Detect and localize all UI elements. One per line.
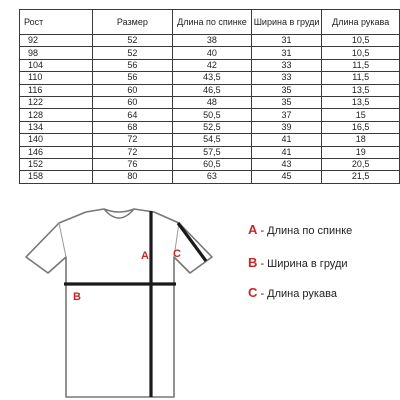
cell-height: 104 [20,59,93,71]
cell-size: 72 [92,146,173,158]
cell-back-length: 42 [173,59,252,71]
table-row [20,96,400,108]
cell-height: 98 [20,47,93,59]
table-row [20,158,400,170]
cell-height: 128 [20,109,93,121]
table-row [20,59,400,71]
cell-chest-width: 31 [251,47,322,59]
legend-text: - Ширина в груди [257,258,348,270]
header-chest-width: Ширина в груди [251,10,322,35]
cell-size: 60 [92,96,173,108]
cell-sleeve-length: 10,5 [322,47,400,59]
cell-back-length: 57,5 [173,146,252,158]
cell-back-length: 54,5 [173,134,252,146]
cell-height: 158 [20,171,93,183]
label-c: C [173,248,181,260]
cell-sleeve-length: 13,5 [322,96,400,108]
cell-back-length: 43,5 [173,72,252,84]
legend-text: - Длина по спинке [257,225,353,237]
cell-height: 116 [20,84,93,96]
left-sleeve-seam [59,223,66,257]
cell-size: 76 [92,158,173,170]
header-size: Размер [92,10,173,35]
table-row [20,35,400,47]
cell-chest-width: 33 [251,72,322,84]
size-table-body [20,35,400,184]
cell-size: 52 [92,35,173,47]
legend-item-back-length [248,222,352,237]
table-row [20,171,400,183]
cell-chest-width: 37 [251,109,322,121]
cell-sleeve-length: 19 [322,146,400,158]
cell-chest-width: 35 [251,96,322,108]
cell-back-length: 60,5 [173,158,252,170]
cell-back-length: 52,5 [173,121,252,133]
table-row [20,134,400,146]
cell-back-length: 40 [173,47,252,59]
cell-chest-width: 41 [251,146,322,158]
table-row [20,109,400,121]
cell-sleeve-length: 11,5 [322,59,400,71]
cell-size: 56 [92,72,173,84]
header-back-length: Длина по спинке [173,10,252,35]
sleeve-length-line [178,223,206,261]
tshirt-diagram [24,205,234,400]
tshirt-svg [24,205,234,400]
cell-sleeve-length: 18 [322,134,400,146]
table-header-row [20,10,400,35]
label-a: A [141,250,149,262]
cell-sleeve-length: 20,5 [322,158,400,170]
cell-height: 122 [20,96,93,108]
cell-back-length: 48 [173,96,252,108]
cell-height: 146 [20,146,93,158]
table-row [20,146,400,158]
cell-chest-width: 33 [251,59,322,71]
cell-sleeve-length: 11,5 [322,72,400,84]
cell-height: 92 [20,35,93,47]
cell-chest-width: 39 [251,121,322,133]
table-row [20,47,400,59]
legend-letter: С [248,285,258,300]
legend-text: - Длина рукава [257,288,337,300]
legend-item-chest-width [248,255,348,270]
cell-chest-width: 45 [251,171,322,183]
cell-back-length: 63 [173,171,252,183]
cell-height: 140 [20,134,93,146]
cell-height: 152 [20,158,93,170]
cell-height: 110 [20,72,93,84]
table-row [20,121,400,133]
cell-size: 60 [92,84,173,96]
legend-letter: В [248,255,258,270]
cell-size: 52 [92,47,173,59]
cell-sleeve-length: 21,5 [322,171,400,183]
cell-size: 68 [92,121,173,133]
cell-size: 72 [92,134,173,146]
cell-back-length: 50,5 [173,109,252,121]
tshirt-outline [26,209,212,397]
legend-item-sleeve-length [248,285,337,300]
size-table [19,9,400,184]
cell-height: 134 [20,121,93,133]
cell-chest-width: 31 [251,35,322,47]
table-row [20,72,400,84]
cell-back-length: 38 [173,35,252,47]
cell-sleeve-length: 16,5 [322,121,400,133]
legend-letter: А [248,222,258,237]
cell-chest-width: 41 [251,134,322,146]
cell-size: 64 [92,109,173,121]
cell-sleeve-length: 13,5 [322,84,400,96]
cell-chest-width: 35 [251,84,322,96]
cell-size: 80 [92,171,173,183]
cell-chest-width: 43 [251,158,322,170]
cell-back-length: 46,5 [173,84,252,96]
cell-sleeve-length: 10,5 [322,35,400,47]
cell-sleeve-length: 15 [322,109,400,121]
label-b: B [73,291,81,303]
table-row [20,84,400,96]
header-sleeve-length: Длина рукава [322,10,400,35]
header-height: Рост [20,10,93,35]
cell-size: 56 [92,59,173,71]
